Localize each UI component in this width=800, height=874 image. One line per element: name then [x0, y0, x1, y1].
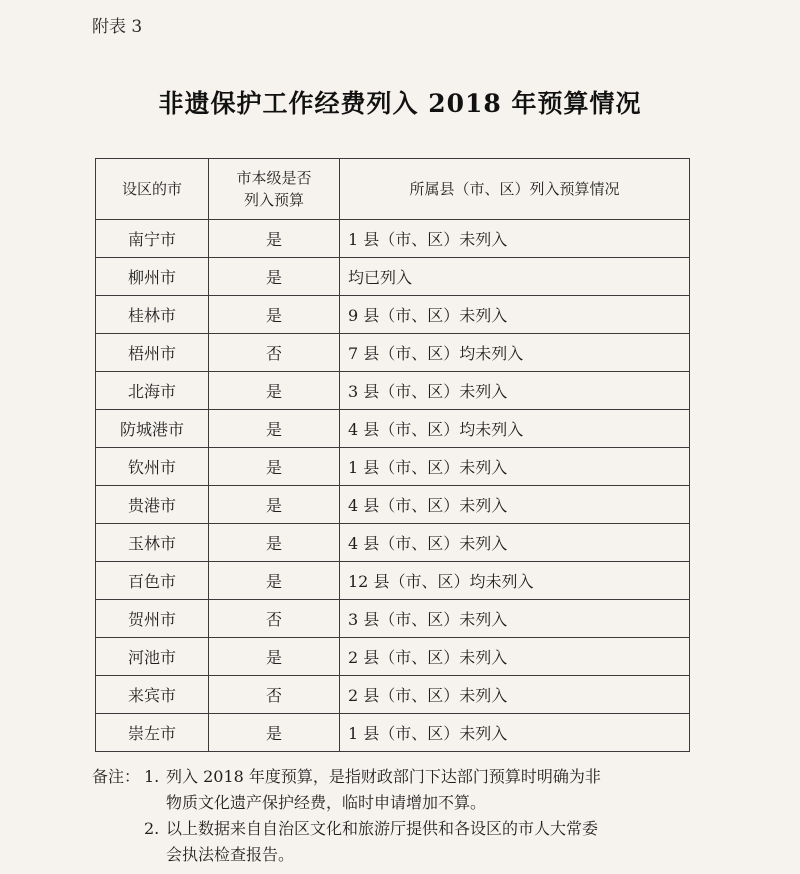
table-row — [96, 638, 690, 676]
budget-table — [95, 158, 690, 752]
cell-city: 防城港市 — [96, 410, 209, 448]
cell-city-level: 否 — [209, 600, 340, 638]
header-city-level-line1: 市本级是否 — [236, 169, 312, 187]
cell-city-level: 否 — [209, 676, 340, 714]
note-item-continuation — [92, 790, 712, 816]
note-number: 2. — [144, 819, 160, 838]
cell-county: 均已列入 — [340, 258, 690, 296]
cell-city-level: 是 — [209, 448, 340, 486]
cell-city: 贵港市 — [96, 486, 209, 524]
cell-city: 桂林市 — [96, 296, 209, 334]
note-text-line: 会执法检查报告。 — [166, 845, 295, 864]
cell-county: 7 县（市、区）均未列入 — [340, 334, 690, 372]
table-row — [96, 676, 690, 714]
note-text-line: 以上数据来自自治区文化和旅游厅提供和各设区的市人大常委 — [166, 819, 599, 838]
header-city: 设区的市 — [96, 159, 209, 220]
appendix-label: 附表 3 — [92, 17, 143, 37]
table-row — [96, 448, 690, 486]
table-row — [96, 258, 690, 296]
cell-county: 2 县（市、区）未列入 — [340, 638, 690, 676]
cell-city-level: 是 — [209, 372, 340, 410]
cell-city: 柳州市 — [96, 258, 209, 296]
cell-city-level: 否 — [209, 334, 340, 372]
table-row — [96, 562, 690, 600]
cell-county: 3 县（市、区）未列入 — [340, 600, 690, 638]
cell-county: 12 县（市、区）均未列入 — [340, 562, 690, 600]
cell-city: 百色市 — [96, 562, 209, 600]
note-text-line: 列入 2018 年度预算，是指财政部门下达部门预算时明确为非 — [166, 767, 601, 786]
notes-section — [92, 764, 712, 868]
cell-city-level: 是 — [209, 486, 340, 524]
cell-county: 4 县（市、区）未列入 — [340, 524, 690, 562]
table-row — [96, 714, 690, 752]
cell-city: 玉林市 — [96, 524, 209, 562]
header-city-level-line2: 列入预算 — [243, 191, 304, 209]
cell-city: 梧州市 — [96, 334, 209, 372]
cell-city-level: 是 — [209, 714, 340, 752]
cell-county: 1 县（市、区）未列入 — [340, 448, 690, 486]
note-number: 1. — [144, 767, 160, 786]
document-title: 非遗保护工作经费列入 2018 年预算情况 — [158, 89, 642, 118]
note-item-continuation — [92, 842, 712, 868]
header-city-level — [209, 159, 340, 220]
cell-city: 南宁市 — [96, 220, 209, 258]
table-row — [96, 600, 690, 638]
note-text-line: 物质文化遗产保护经费，临时申请增加不算。 — [166, 793, 487, 812]
note-item — [92, 816, 712, 842]
cell-city-level: 是 — [209, 410, 340, 448]
cell-city-level: 是 — [209, 296, 340, 334]
cell-city: 北海市 — [96, 372, 209, 410]
cell-city-level: 是 — [209, 220, 340, 258]
table-row — [96, 486, 690, 524]
cell-city-level: 是 — [209, 562, 340, 600]
cell-county: 2 县（市、区）未列入 — [340, 676, 690, 714]
cell-city: 河池市 — [96, 638, 209, 676]
cell-city: 贺州市 — [96, 600, 209, 638]
cell-county: 1 县（市、区）未列入 — [340, 714, 690, 752]
cell-county: 3 县（市、区）未列入 — [340, 372, 690, 410]
table-row — [96, 410, 690, 448]
cell-county: 4 县（市、区）未列入 — [340, 486, 690, 524]
note-item — [92, 764, 712, 790]
cell-county: 9 县（市、区）未列入 — [340, 296, 690, 334]
cell-city-level: 是 — [209, 638, 340, 676]
table-row — [96, 372, 690, 410]
cell-city-level: 是 — [209, 524, 340, 562]
table-row — [96, 296, 690, 334]
table-row — [96, 220, 690, 258]
cell-county: 1 县（市、区）未列入 — [340, 220, 690, 258]
cell-city: 来宾市 — [96, 676, 209, 714]
cell-county: 4 县（市、区）均未列入 — [340, 410, 690, 448]
table-row — [96, 524, 690, 562]
header-county: 所属县（市、区）列入预算情况 — [340, 159, 690, 220]
cell-city-level: 是 — [209, 258, 340, 296]
table-row — [96, 334, 690, 372]
cell-city: 钦州市 — [96, 448, 209, 486]
cell-city: 崇左市 — [96, 714, 209, 752]
table-header-row — [96, 159, 690, 220]
notes-prefix: 备注： — [92, 767, 141, 786]
